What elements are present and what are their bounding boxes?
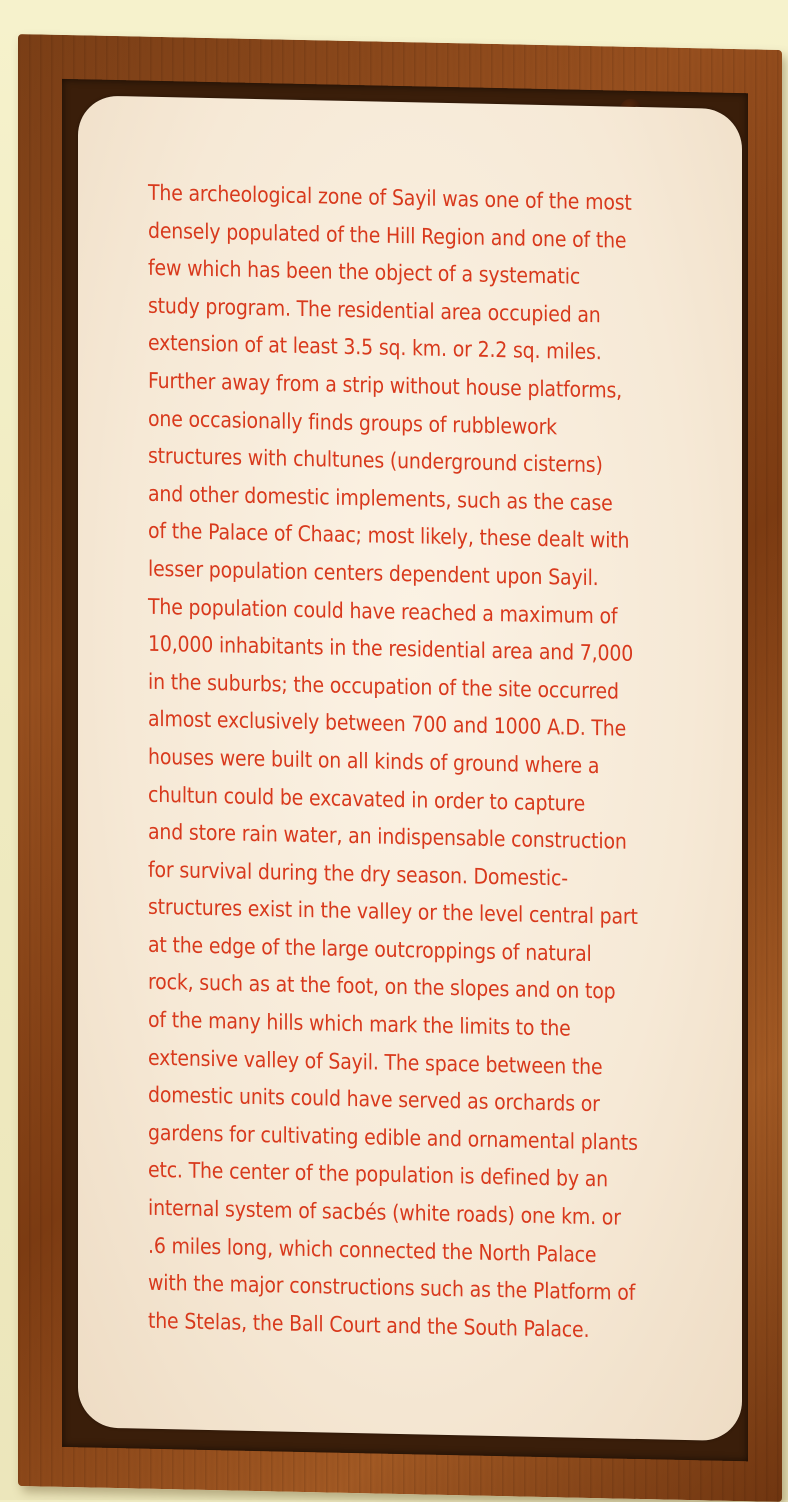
- plaque-text-line: almost exclusively between 700 and 1000 A.D. The: [148, 707, 627, 743]
- plaque-text-line: one occasionally finds groups of rubblework: [148, 406, 557, 440]
- plaque-text-line: in the suburbs; the occupation of the site occurred: [148, 669, 619, 705]
- plaque-text-line: etc. The center of the population is defined by an: [148, 1158, 608, 1193]
- plaque-text-line: 10,000 inhabitants in the residential area and 7,000: [148, 631, 634, 668]
- plaque-text-line: and other domestic implements, such as the case: [148, 481, 613, 517]
- plaque-text-line: The population could have reached a maximum of: [148, 594, 618, 630]
- plaque-text-line: chultun could be excavated in order to capture: [148, 782, 586, 817]
- plaque-text-line: extensive valley of Sayil. The space between the: [148, 1045, 603, 1080]
- plaque-text: [148, 175, 680, 1352]
- plaque-text-line: of the Palace of Chaac; most likely, these dealt with: [148, 519, 630, 555]
- plaque-text-line: for survival during the dry season. Domestic-: [148, 857, 568, 892]
- plaque-text-line: at the edge of the large outcroppings of natural: [148, 932, 592, 967]
- plaque-text-line: study program. The residential area occupied an: [148, 293, 601, 328]
- plaque-text-line: internal system of sacbés (white roads) one km. or: [148, 1195, 621, 1231]
- plaque-text-line: The archeological zone of Sayil was one of the most: [148, 180, 632, 216]
- plaque-text-line: densely populated of the Hill Region and one of the: [148, 218, 627, 254]
- information-plaque: [78, 95, 742, 1441]
- plaque-text-line: and store rain water, an indispensable construction: [148, 819, 627, 855]
- plaque-text-line: Further away from a strip without house platforms,: [148, 368, 623, 404]
- plaque-text-line: the Stelas, the Ball Court and the South Palace.: [148, 1308, 590, 1343]
- plaque-text-line: lesser population centers dependent upon Sayil.: [148, 556, 599, 592]
- plaque-text-line: structures with chultunes (underground cisterns): [148, 443, 603, 479]
- wooden-frame: [18, 34, 782, 1502]
- plaque-text-line: gardens for cultivating edible and ornamental plants: [148, 1120, 638, 1156]
- plaque-text-line: of the many hills which mark the limits to the: [148, 1007, 571, 1042]
- plaque-text-line: with the major constructions such as the Platform of: [148, 1270, 636, 1307]
- plaque-text-line: few which has been the object of a systematic: [148, 255, 581, 290]
- plaque-text-line: .6 miles long, which connected the North Palace: [148, 1233, 597, 1268]
- plaque-text-line: domestic units could have served as orchards or: [148, 1082, 600, 1118]
- plaque-text-line: structures exist in the valley or the level central part: [148, 895, 638, 931]
- plaque-text-line: houses were built on all kinds of ground where a: [148, 744, 600, 780]
- plaque-text-line: rock, such as at the foot, on the slopes and on top: [148, 970, 616, 1005]
- plaque-text-line: extension of at least 3.5 sq. km. or 2.2 sq. miles.: [148, 331, 602, 366]
